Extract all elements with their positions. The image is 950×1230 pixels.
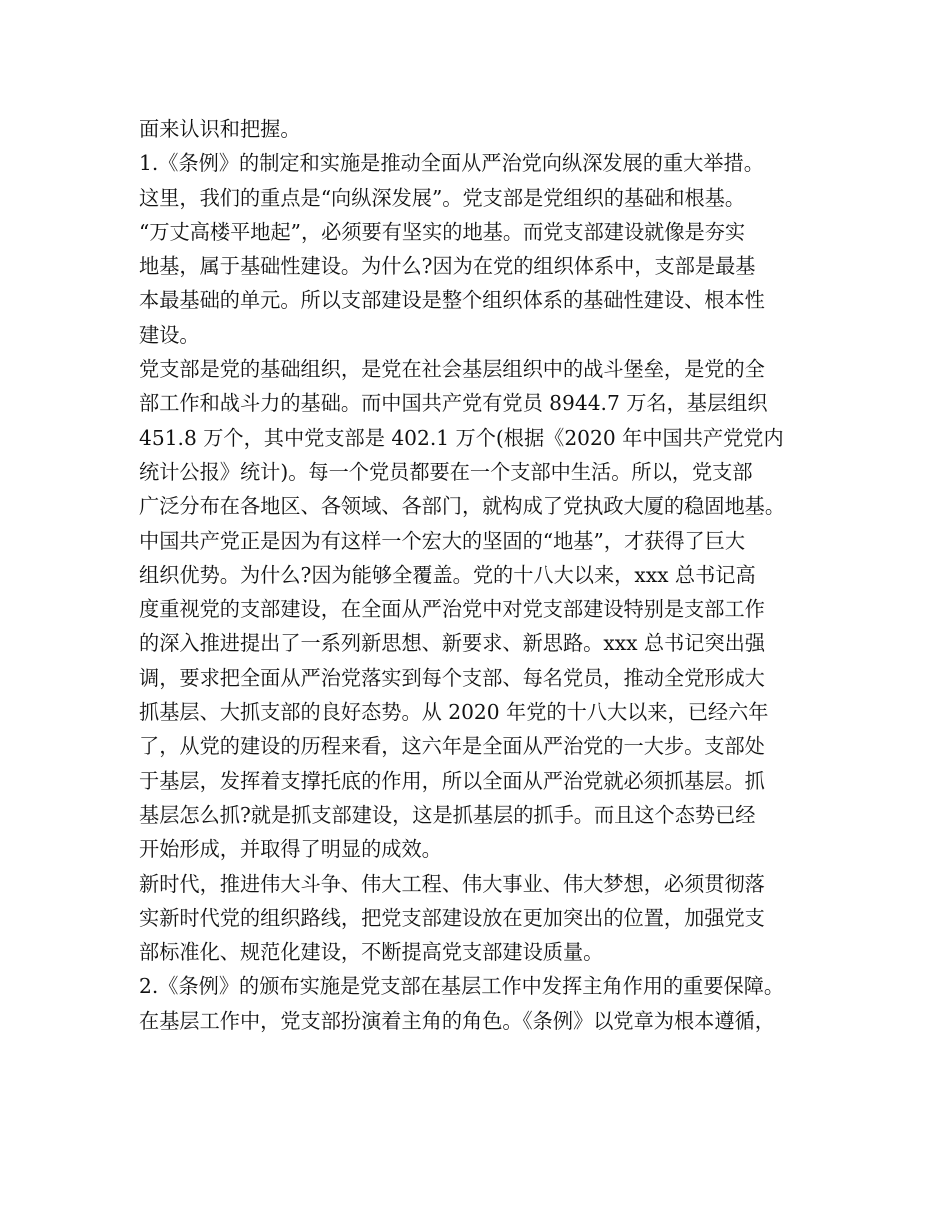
text-line: 实新时代党的组织路线，把党支部建设放在更加突出的位置，加强党支 bbox=[139, 905, 765, 930]
text-line: 新时代，推进伟大斗争、伟大工程、伟大事业、伟大梦想，必须贯彻落 bbox=[139, 871, 765, 896]
text-line: 度重视党的支部建设，在全面从严治党中对党支部建设特别是支部工作 bbox=[139, 597, 765, 622]
text-line: 451.8 万个，其中党支部是 402.1 万个(根据《2020 年中国共产党党内 bbox=[139, 425, 784, 450]
text-line: 建设。 bbox=[139, 322, 200, 347]
text-line: 本最基础的单元。所以支部建设是整个组织体系的基础性建设、根本性 bbox=[139, 288, 765, 313]
text-line: 1.《条例》的制定和实施是推动全面从严治党向纵深发展的重大举措。 bbox=[139, 151, 764, 176]
text-line: 2.《条例》的颁布实施是党支部在基层工作中发挥主角作用的重要保障。 bbox=[139, 974, 785, 999]
text-line: 抓基层、大抓支部的良好态势。从 2020 年党的十八大以来，已经六年 bbox=[139, 700, 769, 725]
text-line: 调，要求把全面从严治党落实到每个支部、每名党员，推动全党形成大 bbox=[139, 665, 765, 690]
text-line: 这里，我们的重点是“向纵深发展”。党支部是党组织的基础和根基。 bbox=[139, 185, 746, 210]
text-line: 了，从党的建设的历程来看，这六年是全面从严治党的一大步。支部处 bbox=[139, 734, 765, 759]
text-line: 党支部是党的基础组织，是党在社会基层组织中的战斗堡垒，是党的全 bbox=[139, 357, 765, 382]
text-line: 开始形成，并取得了明显的成效。 bbox=[139, 837, 442, 862]
text-line: 于基层，发挥着支撑托底的作用，所以全面从严治党就必须抓基层。抓 bbox=[139, 768, 765, 793]
text-line: 统计公报》统计)。每一个党员都要在一个支部中生活。所以，党支部 bbox=[139, 459, 753, 484]
text-line: 组织优势。为什么?因为能够全覆盖。党的十八大以来，xxx 总书记高 bbox=[139, 562, 756, 587]
text-line: 的深入推进提出了一系列新思想、新要求、新思路。xxx 总书记突出强 bbox=[139, 631, 766, 656]
text-line: 部标准化、规范化建设，不断提高党支部建设质量。 bbox=[139, 940, 604, 965]
text-line: 基层怎么抓?就是抓支部建设，这是抓基层的抓手。而且这个态势已经 bbox=[139, 802, 756, 827]
text-line: 中国共产党正是因为有这样一个宏大的坚固的“地基”，才获得了巨大 bbox=[139, 528, 746, 553]
text-line: 面来认识和把握。 bbox=[139, 117, 301, 141]
text-line: 广泛分布在各地区、各领域、各部门，就构成了党执政大厦的稳固地基。 bbox=[139, 494, 786, 519]
body-text bbox=[139, 112, 819, 1038]
text-line: 地基，属于基础性建设。为什么?因为在党的组织体系中，支部是最基 bbox=[139, 254, 756, 279]
text-line: “万丈高楼平地起”，必须要有坚实的地基。而党支部建设就像是夯实 bbox=[139, 219, 746, 244]
text-line: 在基层工作中，党支部扮演着主角的角色。《条例》以党章为根本遵循， bbox=[139, 1008, 775, 1033]
text-line: 部工作和战斗力的基础。而中国共产党有党员 8944.7 万名，基层组织 bbox=[139, 391, 768, 416]
